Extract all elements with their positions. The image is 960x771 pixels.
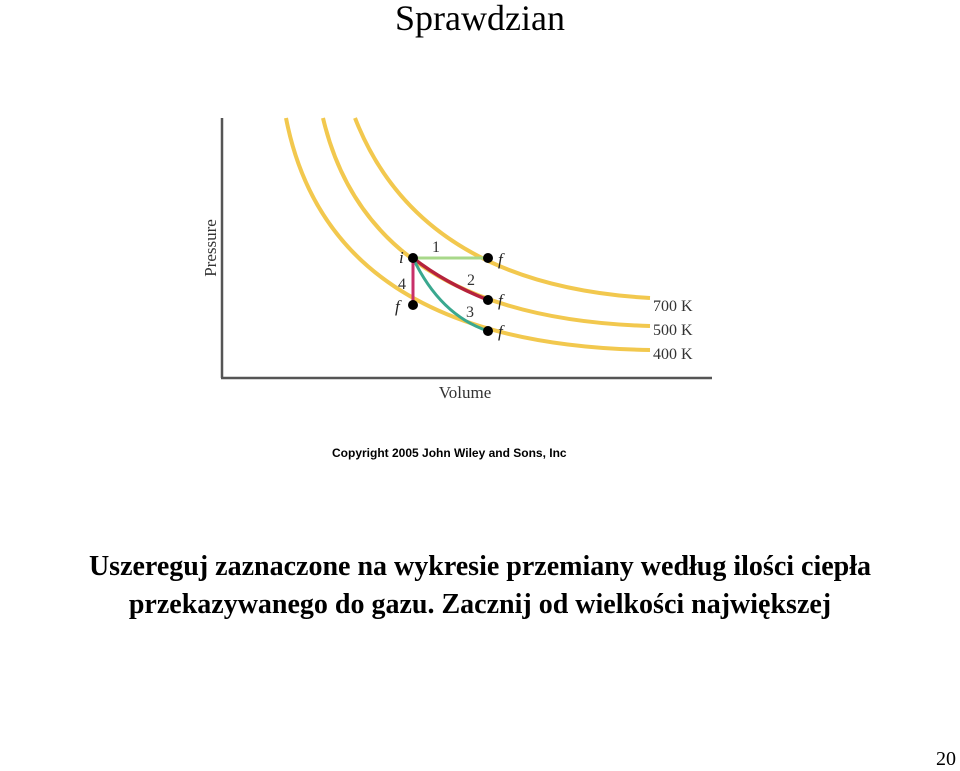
final-label-1: f [498, 250, 503, 269]
y-axis-label: Pressure [201, 219, 220, 277]
x-axis-label: Volume [438, 383, 492, 402]
page-number: 20 [936, 748, 956, 770]
final-label-4: f [395, 297, 400, 316]
question-line-1: Uszereguj zaznaczone na wykresie przemiany według ilości ciepła [88, 551, 872, 582]
isotherm-label-700k: 700 K [653, 298, 693, 315]
final-point-2 [483, 295, 493, 305]
question-text [0, 548, 960, 624]
isotherm-label-500k: 500 K [653, 322, 693, 339]
final-label-3: f [498, 322, 503, 341]
isotherm-label-400k: 400 K [653, 346, 693, 363]
initial-point [408, 253, 418, 263]
final-point-1 [483, 253, 493, 263]
final-point-4 [408, 300, 418, 310]
final-point-3 [483, 326, 493, 336]
isotherm-700k [355, 118, 650, 298]
process-label-3: 3 [466, 304, 474, 321]
process-label-4: 4 [398, 276, 406, 293]
question-line-2: przekazywanego do gazu. Zacznij od wielkości największej [128, 589, 832, 620]
final-label-2: f [498, 291, 503, 310]
process-label-1: 1 [432, 239, 440, 256]
initial-label: i [399, 248, 404, 267]
process-label-2: 2 [467, 272, 475, 289]
slide-title: Sprawdzian [395, 0, 565, 38]
copyright-notice: Copyright 2005 John Wiley and Sons, Inc [332, 446, 567, 460]
